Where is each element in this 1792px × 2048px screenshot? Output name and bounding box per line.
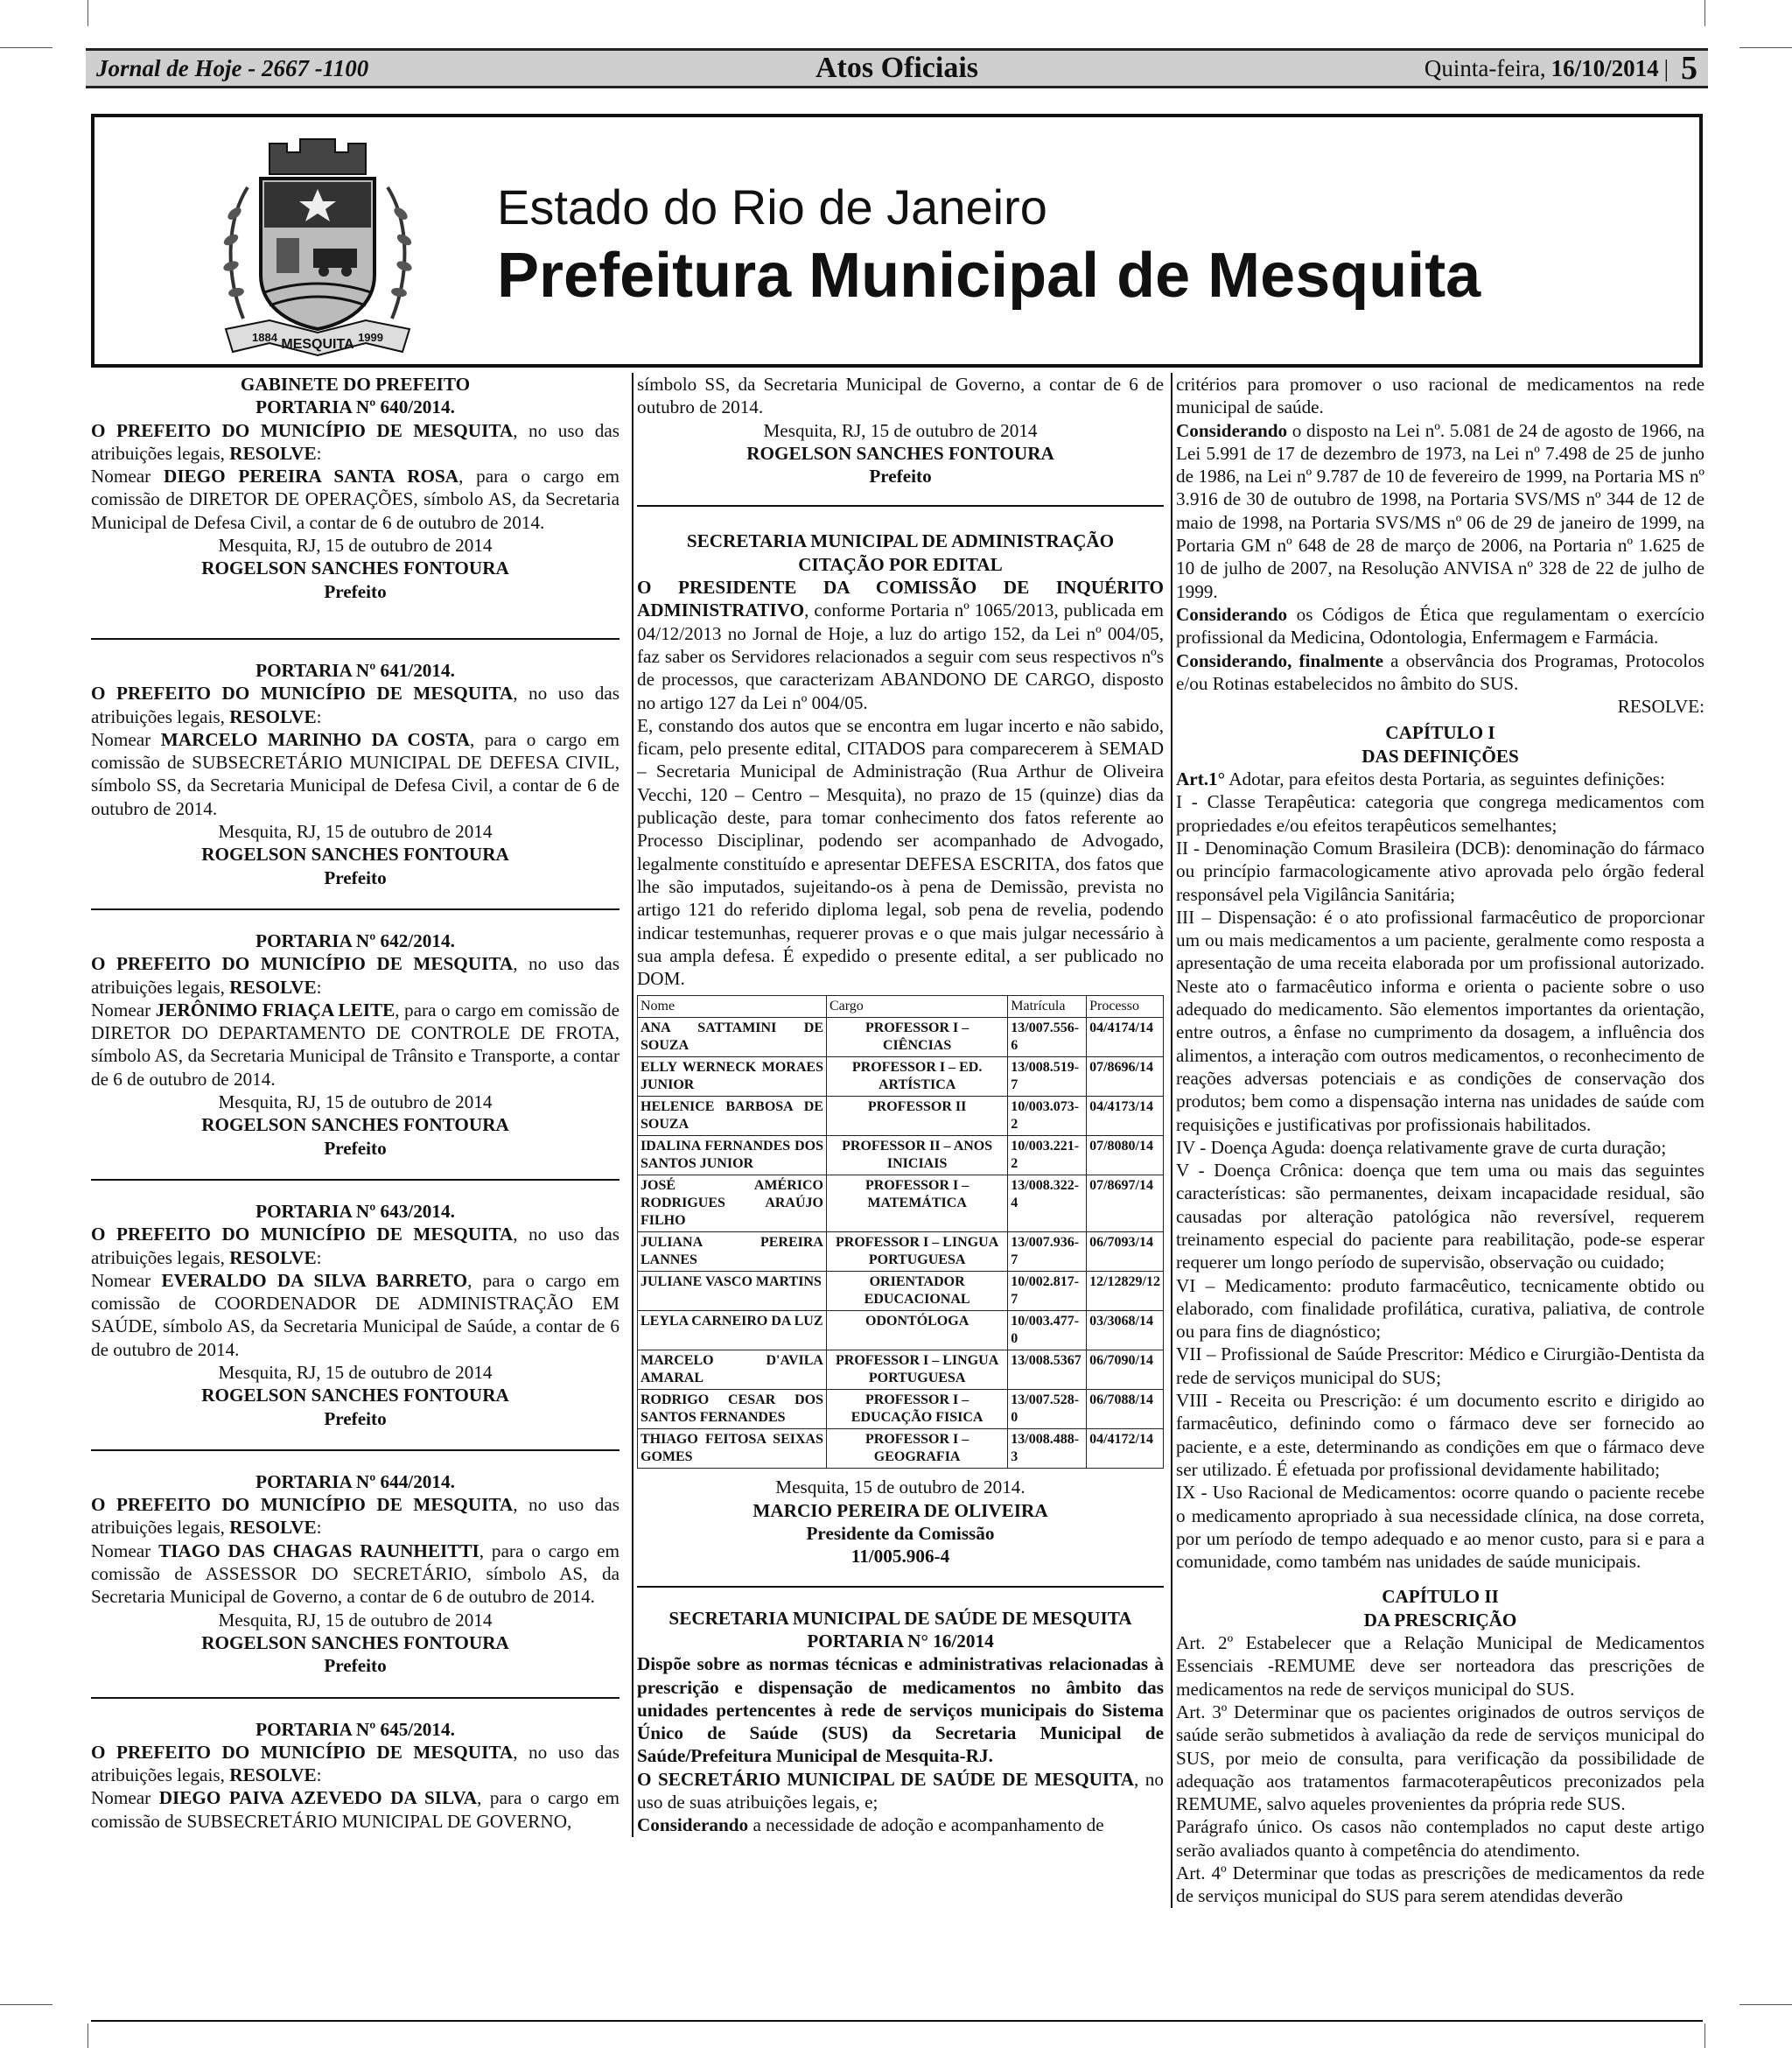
portaria-642 (91, 929, 620, 1160)
body-text: , para o cargo em comissão de ASSESSOR DO SECRETÁRIO, símbolo AS, da Secretaria Municipal de Governo, a contar de 6 de outubro de 2014. (91, 1540, 620, 1608)
cell-nome: ANA SATTAMINI DE SOUZA (638, 1018, 827, 1057)
newspaper-name: Jornal de Hoje - 2667 -1100 (96, 54, 369, 81)
cell-cargo: ODONTÓLOGA (826, 1311, 1007, 1350)
cell-nome: JULIANE VASCO MARTINS (638, 1272, 827, 1311)
cell-processo: 03/3068/14 (1087, 1311, 1164, 1350)
resolve: RESOLVE (229, 1517, 317, 1539)
signer-role: Prefeito (324, 1655, 387, 1677)
resolve: RESOLVE (229, 705, 317, 727)
bottom-rule (91, 2020, 1703, 2022)
banner (91, 114, 1703, 368)
considerando-rest: a necessidade de adoção e acompanhamento de (748, 1814, 1104, 1836)
portaria-intro (91, 1741, 620, 1787)
divider (91, 1449, 620, 1451)
definitions-list (1176, 790, 1704, 1573)
intro-bold: O PRESIDENTE DA COMISSÃO DE INQUÉRITO ADMINISTRATIVO (637, 577, 1164, 621)
intro-bold: O PREFEITO DO MUNICÍPIO DE MESQUITA (91, 1224, 514, 1245)
adm-signer: MARCIO PEREIRA DE OLIVEIRA (752, 1499, 1048, 1521)
portaria-intro (91, 952, 620, 999)
column-2 (632, 373, 1164, 1837)
divider (91, 1697, 620, 1699)
portaria-body (91, 465, 620, 534)
colon: : (316, 705, 322, 727)
portaria-intro (91, 1223, 620, 1269)
considerando-2 (1176, 419, 1704, 603)
definition-item: III – Dispensação: é o ato profissional farmacêutico de proporcionar um ou mais medicamentos a um paciente, geralmente como resposta a apresentação de uma receita elaborada por um profissional autorizado. Neste ato o farmacêutico informa e orienta o paciente sobre o uso adequado do medicamento. São elementos importantes da orientação, entre outros, a ênfase no cumprimento da dosagem, a influência dos alimentos, a interação com outros medicamentos, o reconhecimento de reações adversas potenciais e as condições de conservação dos produtos; bem como a dispensação interna nas unidades de saúde com requisições e justificativas por profissionais habilitados. (1176, 906, 1704, 1135)
adm-subtitle: CITAÇÃO POR EDITAL (798, 553, 1003, 575)
adm-section-title: SECRETARIA MUNICIPAL DE ADMINISTRAÇÃO (686, 530, 1115, 552)
intro-rest: , no uso de suas atribuições legais, e; (637, 1768, 1164, 1813)
portaria-640 (91, 373, 620, 603)
portaria-641 (91, 659, 620, 889)
intro-rest: , no uso das atribuições legais, (91, 1741, 620, 1786)
portaria-body (91, 1540, 620, 1609)
intro-rest: , no uso das atribuições legais, (91, 683, 620, 727)
portaria-intro (91, 419, 620, 466)
cell-cargo: PROFESSOR I – LINGUA PORTUGUESA (826, 1232, 1007, 1272)
table-row (638, 1390, 1164, 1429)
table-header-row (638, 996, 1164, 1018)
intro-bold: O PREFEITO DO MUNICÍPIO DE MESQUITA (91, 419, 514, 441)
definition-item: VI – Medicamento: produto farmacêutico, tecnicamente obtido ou elaborado, com finalidade profilática, curativa, paliativa, de controle ou para fins de diagnóstico; (1176, 1274, 1704, 1343)
table-row (638, 1057, 1164, 1097)
cell-nome: HELENICE BARBOSA DE SOUZA (638, 1097, 827, 1136)
intro-rest: , no uso das atribuições legais, (91, 1494, 620, 1539)
nomear: Nomear (91, 1787, 151, 1809)
portaria-title: PORTARIA Nº 643/2014. (256, 1200, 455, 1222)
resolve: RESOLVE: (1617, 696, 1704, 718)
appointee-name: MARCELO MARINHO DA COSTA (160, 728, 470, 750)
colon: : (316, 442, 322, 464)
date: 16/10/2014 (1550, 54, 1659, 81)
divider (637, 1586, 1164, 1588)
place-date: Mesquita, RJ, 15 de outubro de 2014 (763, 419, 1038, 441)
state-title: Estado do Rio de Janeiro (497, 179, 1047, 235)
col-header-cargo: Cargo (826, 996, 1007, 1018)
crop-mark (1740, 47, 1792, 48)
cell-nome: LEYLA CARNEIRO DA LUZ (638, 1311, 827, 1350)
intro-bold: O SECRETÁRIO MUNICIPAL DE SAÚDE DE MESQUITA (637, 1768, 1135, 1790)
cell-matricula: 10/003.221-2 (1008, 1136, 1087, 1175)
newspaper-header-bar (86, 48, 1708, 88)
cell-nome: ELLY WERNECK MORAES JUNIOR (638, 1057, 827, 1097)
appointee-name: EVERALDO DA SILVA BARRETO (161, 1269, 468, 1291)
portaria-body (91, 1269, 620, 1361)
appointee-name: JERÔNIMO FRIAÇA LEITE (155, 999, 396, 1020)
cell-matricula: 10/003.073-2 (1008, 1097, 1087, 1136)
separator: | (1663, 54, 1669, 81)
place-date: Mesquita, RJ, 15 de outubro de 2014 (218, 1091, 493, 1113)
definition-item: V - Doença Crônica: doença que tem uma ou mais das seguintes características: são permanentes, deixam incapacidade residual, são causadas por alteração patológica não reversível, requerem treinamento especial do paciente para reabilitação, pode-se esperar requerer um longo período de supervisão, observação ou cuidado; (1176, 1160, 1704, 1273)
signer-name: ROGELSON SANCHES FONTOURA (201, 844, 509, 866)
portaria-intro (91, 1493, 620, 1540)
table-row (638, 1097, 1164, 1136)
cell-processo: 04/4174/14 (1087, 1018, 1164, 1057)
divider (91, 908, 620, 910)
divider (637, 505, 1164, 507)
table-body (638, 1018, 1164, 1469)
table-row (638, 1311, 1164, 1350)
portaria-title: PORTARIA Nº 642/2014. (256, 929, 455, 951)
cell-matricula: 13/008.488-3 (1008, 1429, 1087, 1469)
colon: : (316, 976, 322, 998)
adm-paragraph: E, constando dos autos que se encontra em lugar incerto e não sabido, ficam, pelo presente edital, CITADOS para comparecerem à SEMAD – Secretaria Municipal de Administração (Rua Arthur de Oliveira Vecchi, 120 – Centro – Mesquita), no prazo de 15 (quinze) dias da publicação deste, para tomar conhecimento dos fatos referente ao Processo Disciplinar, podendo ser acompanhado de Advogado, legalmente constituído e apresentar DEFESA ESCRITA, dos fatos que lhe são imputados, sujeitando-os à pena de Demissão, prevista no artigo 121 do referido diploma legal, sob pena de revelia, podendo indicar testemunhas, requerer provas e o que mais julgar necessário à sua ampla defesa. É expedido o presente edital, a ser publicado no DOM. (637, 714, 1164, 990)
column-2-content (634, 373, 1164, 1837)
place-date: Mesquita, RJ, 15 de outubro de 2014 (218, 821, 493, 843)
saude-intro (637, 1768, 1164, 1814)
body-text: , para o cargo em comissão de SUBSECRETÁRIO MUNICIPAL DE DEFESA CIVIL, símbolo SS, da Secretaria Municipal de Defesa Civil, a contar de 6 de outubro de 2014. (91, 728, 620, 819)
portaria-title: PORTARIA Nº 640/2014. (256, 396, 455, 418)
paragraph: critérios para promover o uso racional de medicamentos na rede municipal de saúde. (1176, 374, 1704, 418)
portaria-body (91, 999, 620, 1091)
nomear: Nomear (91, 1540, 151, 1561)
portaria-645 (91, 1718, 620, 1833)
place-date: Mesquita, RJ, 15 de outubro de 2014 (218, 535, 493, 557)
crop-mark (0, 2004, 52, 2005)
body-text: , para o cargo em comissão de SUBSECRETÁRIO MUNICIPAL DE GOVERNO, (91, 1787, 620, 1832)
cell-matricula: 10/002.817-7 (1008, 1272, 1087, 1311)
intro-bold: O PREFEITO DO MUNICÍPIO DE MESQUITA (91, 1494, 514, 1516)
saude-ementa: Dispõe sobre as normas técnicas e administrativas relacionadas à prescrição e dispensação de medicamentos no âmbito das unidades pertencentes à rede de serviços municipais do Sistema Único de Saúde (SUS) da Secretaria Municipal de Saúde/Prefeitura Municipal de Mesquita-RJ. (637, 1653, 1164, 1767)
article-1 (1176, 768, 1704, 790)
cell-nome: RODRIGO CESAR DOS SANTOS FERNANDES (638, 1390, 827, 1429)
portaria-644 (91, 1470, 620, 1678)
considerando-bold: Considerando (1176, 419, 1288, 441)
cell-processo: 07/8697/14 (1087, 1175, 1164, 1232)
crop-mark (1740, 2004, 1792, 2005)
col-header-matricula: Matrícula (1008, 996, 1087, 1018)
article-item: Art. 2º Estabelecer que a Relação Municipal de Medicamentos Essenciais -REMUME deve ser norteadora das prescrições de medicamentos na rede de serviços municipal do SUS. (1176, 1632, 1704, 1700)
chapter-title: DA PRESCRIÇÃO (1363, 1609, 1517, 1631)
table-row (638, 1232, 1164, 1272)
cell-processo: 07/8080/14 (1087, 1136, 1164, 1175)
colon: : (316, 1517, 322, 1539)
body-text: , para o cargo em comissão de COORDENADOR DE ADMINISTRAÇÃO EM SAÚDE, símbolo AS, da Secretaria Municipal de Saúde, a contar de 6 de outubro de 2014. (91, 1269, 620, 1360)
issue-date (1424, 49, 1698, 88)
portaria-643 (91, 1200, 620, 1430)
table-row (638, 1350, 1164, 1390)
signer-name: ROGELSON SANCHES FONTOURA (201, 558, 509, 579)
definition-item: II - Denominação Comum Brasileira (DCB): denominação do fármaco ou princípio farmacologicamente ativo aprovada pelo órgão federal responsável pela Vigilância Sanitária; (1176, 837, 1704, 905)
place-date: Mesquita, RJ, 15 de outubro de 2014 (218, 1361, 493, 1383)
cell-matricula: 13/008.5367 (1008, 1350, 1087, 1390)
cell-cargo: PROFESSOR II (826, 1097, 1007, 1136)
cell-processo: 12/12829/12 (1087, 1272, 1164, 1311)
intro-bold: O PREFEITO DO MUNICÍPIO DE MESQUITA (91, 1741, 514, 1763)
divider (91, 1179, 620, 1181)
definition-item: VII – Profissional de Saúde Prescritor: Médico e Cirurgião-Dentista da rede de serviços municipal do SUS; (1176, 1343, 1704, 1388)
definition-item: I - Classe Terapêutica: categoria que congrega medicamentos com propriedades e/ou efeitos terapêuticos semelhantes; (1176, 791, 1704, 836)
crest-year-right: 1999 (358, 331, 383, 344)
signer-name: ROGELSON SANCHES FONTOURA (201, 1114, 509, 1136)
crop-mark (0, 47, 52, 48)
cell-cargo: PROFESSOR I – ED. ARTÍSTICA (826, 1057, 1007, 1097)
article-number: Art.1° (1176, 768, 1226, 790)
servers-table (637, 995, 1164, 1469)
cell-matricula: 13/007.556-6 (1008, 1018, 1087, 1057)
col-header-nome: Nome (638, 996, 827, 1018)
cell-nome: THIAGO FEITOSA SEIXAS GOMES (638, 1429, 827, 1469)
colon: : (316, 1764, 322, 1786)
signer-role: Prefeito (324, 1407, 387, 1429)
adm-registration: 11/005.906-4 (850, 1546, 950, 1568)
definition-item: IX - Uso Racional de Medicamentos: ocorre quando o paciente recebe o medicamento apropriado à sua necessidade clínica, na dose correta, por um período de tempo adequado e ao menor custo, para si e para a comunidade, como também nas unidades de saúde municipais. (1176, 1482, 1704, 1573)
cell-cargo: PROFESSOR I – MATEMÁTICA (826, 1175, 1007, 1232)
signer-role: Prefeito (324, 580, 387, 602)
saude-section-title: SECRETARIA MUNICIPAL DE SAÚDE DE MESQUITA (668, 1607, 1132, 1629)
cell-matricula: 13/007.528-0 (1008, 1390, 1087, 1429)
definition-item: IV - Doença Aguda: doença relativamente grave de curta duração; (1176, 1136, 1667, 1158)
cell-cargo: PROFESSOR I – CIÊNCIAS (826, 1018, 1007, 1057)
signer-role: Prefeito (324, 866, 387, 888)
portaria-title: PORTARIA Nº 644/2014. (256, 1470, 455, 1492)
weekday: Quinta-feira, (1424, 54, 1546, 81)
place-date: Mesquita, RJ, 15 de outubro de 2014 (218, 1609, 493, 1631)
portaria-title: PORTARIA Nº 641/2014. (256, 659, 455, 681)
table-row (638, 1175, 1164, 1232)
portaria-body (91, 728, 620, 820)
crest-name: MESQUITA (281, 337, 354, 352)
chapter-heading: CAPÍTULO II (1382, 1586, 1499, 1608)
considerando-rest: a observância dos Programas, Protocolos e/ou Rotinas estabelecidos no âmbito do SUS. (1176, 649, 1704, 694)
table-row (638, 1429, 1164, 1469)
portaria-intro (91, 682, 620, 728)
cell-cargo: PROFESSOR I – EDUCAÇÃO FISICA (826, 1390, 1007, 1429)
considerando-rest: os Códigos de Ética que regulamentam o exercício profissional da Medicina, Odontologia, Enfermagem e Farmácia. (1176, 603, 1704, 649)
considerando-bold: Considerando, finalmente (1176, 649, 1384, 671)
considerando-3 (1176, 603, 1704, 649)
portaria-title: PORTARIA Nº 645/2014. (256, 1718, 455, 1740)
saude-portaria-title: PORTARIA N° 16/2014 (807, 1630, 994, 1652)
cell-matricula: 13/008.519-7 (1008, 1057, 1087, 1097)
cell-cargo: ORIENTADOR EDUCACIONAL (826, 1272, 1007, 1311)
cell-nome: IDALINA FERNANDES DOS SANTOS JUNIOR (638, 1136, 827, 1175)
nomear: Nomear (91, 466, 151, 487)
intro-rest: , no uso das atribuições legais, (91, 419, 620, 464)
crop-mark (1704, 2023, 1705, 2048)
body-text: , para o cargo em comissão de DIRETOR DE OPERAÇÕES, símbolo AS, da Secretaria Municipal de Defesa Civil, a contar de 6 de outubro de 2014. (91, 466, 620, 533)
signer-role: Prefeito (869, 466, 932, 487)
table-row (638, 1136, 1164, 1175)
appointee-name: TIAGO DAS CHAGAS RAUNHEITTI (158, 1540, 480, 1561)
article-item: Art. 3º Determinar que os pacientes originados de outros serviços de saúde serão submetidos à avaliação da rede de serviços municipal do SUS, por meio de consulta, para verificação da possibilidade de adequação aos tratamentos farmacoterapêuticos preconizados pela REMUME, salvo aqueles provenientes da própria rede SUS. (1176, 1701, 1704, 1815)
considerando-bold: Considerando (637, 1814, 749, 1836)
portaria-body (91, 1786, 620, 1833)
cell-matricula: 13/008.322-4 (1008, 1175, 1087, 1232)
col-header-processo: Processo (1087, 996, 1164, 1018)
resolve: RESOLVE (229, 1246, 317, 1268)
body-text: , para o cargo em comissão de DIRETOR DO DEPARTAMENTO DE CONTROLE DE FROTA, símbolo AS, da Secretaria Municipal de Trânsito e Transporte, a contar de 6 de outubro de 2014. (91, 999, 620, 1090)
signer-name: ROGELSON SANCHES FONTOURA (746, 442, 1054, 464)
cell-processo: 04/4173/14 (1087, 1097, 1164, 1136)
table-row (638, 1272, 1164, 1311)
chapter-title: DAS DEFINIÇÕES (1362, 745, 1519, 767)
nomear: Nomear (91, 728, 151, 750)
intro-bold: O PREFEITO DO MUNICÍPIO DE MESQUITA (91, 683, 514, 705)
cell-nome: MARCELO D'AVILA AMARAL (638, 1350, 827, 1390)
cell-nome: JOSÉ AMÉRICO RODRIGUES ARAÚJO FILHO (638, 1175, 827, 1232)
definition-item: VIII - Receita ou Prescrição: é um documento escrito e dirigido ao farmacêutico, definindo como o fármaco deve ser fornecido ao paciente, e a este, determinando as condições em que o fármaco deve ser utilizado. É efetuada por profissional devidamente habilitado; (1176, 1390, 1704, 1480)
column-1 (91, 373, 620, 1833)
adm-intro (637, 576, 1164, 714)
cell-processo: 06/7093/14 (1087, 1232, 1164, 1272)
adm-role: Presidente da Comissão (806, 1523, 995, 1545)
articles-list (1176, 1631, 1704, 1908)
intro-rest: , no uso das atribuições legais, (91, 953, 620, 998)
municipal-crest-icon (208, 126, 427, 362)
cell-cargo: PROFESSOR II – ANOS INICIAIS (826, 1136, 1007, 1175)
article-item: Parágrafo único. Os casos não contemplados no caput deste artigo serão avaliados quanto à competência do atendimento. (1176, 1816, 1704, 1861)
intro-rest: , no uso das atribuições legais, (91, 1224, 620, 1268)
cell-nome: JULIANA PEREIRA LANNES (638, 1232, 827, 1272)
appointee-name: DIEGO PEREIRA SANTA ROSA (164, 466, 459, 487)
column-3-content (1172, 373, 1704, 1908)
cell-processo: 06/7090/14 (1087, 1350, 1164, 1390)
article-text: Adotar, para efeitos desta Portaria, as seguintes definições: (1225, 768, 1665, 790)
cell-processo: 04/4172/14 (1087, 1429, 1164, 1469)
section-heading: GABINETE DO PREFEITO (240, 374, 471, 395)
cell-matricula: 13/007.936-7 (1008, 1232, 1087, 1272)
table-row (638, 1018, 1164, 1057)
resolve: RESOLVE (229, 976, 317, 998)
cell-cargo: PROFESSOR I – LINGUA PORTUGUESA (826, 1350, 1007, 1390)
column-3 (1171, 373, 1704, 1908)
chapter-heading: CAPÍTULO I (1385, 722, 1495, 744)
saude-considerando (637, 1813, 1164, 1836)
prefeitura-title: Prefeitura Municipal de Mesquita (497, 241, 1481, 311)
article-item: Art. 4º Determinar que todas as prescrições de medicamentos da rede de serviços municipal do SUS para serem atendidas deverão (1176, 1862, 1704, 1907)
intro-bold: O PREFEITO DO MUNICÍPIO DE MESQUITA (91, 953, 514, 975)
crop-mark (1704, 0, 1705, 26)
page-number: 5 (1681, 50, 1698, 87)
resolve: RESOLVE (229, 442, 317, 464)
cell-matricula: 10/003.477-0 (1008, 1311, 1087, 1350)
intro-rest: , conforme Portaria nº 1065/2013, publicada em 04/12/2013 no Jornal de Hoje, a luz do artigo 152, da Lei nº 004/05, faz saber os Servidores relacionados a seguir com seus respectivos nºs de processos, que caracterizam ABANDONO DE CARGO, disposto no artigo 127 da Lei nº 004/05. (637, 600, 1164, 713)
considerando-rest: o disposto na Lei nº. 5.081 de 24 de agosto de 1966, na Lei 5.991 de 17 de dezembro de 1973, na Lei nº 7.498 de 25 de junho de 1986, na Lei nº 9.787 de 10 de fevereiro de 1999, na Portaria MS nº 3.916 de 30 de outubro de 1998, na Portaria SVS/MS nº 344 de 12 de maio de 1998, na Portaria SVS/MS nº 06 de 29 de janeiro de 1999, na Portaria GM nº 648 de 28 de março de 2006, na Portaria nº 1.625 de 10 de julho de 2007, na Resolução ANVISA nº 328 de 22 de julho de 1999. (1176, 419, 1704, 602)
appointee-name: DIEGO PAIVA AZEVEDO DA SILVA (158, 1787, 478, 1809)
signer-role: Prefeito (324, 1137, 387, 1159)
cell-processo: 07/8696/14 (1087, 1057, 1164, 1097)
nomear: Nomear (91, 999, 151, 1020)
resolve: RESOLVE (229, 1764, 317, 1786)
colon: : (316, 1246, 322, 1268)
section-title: Atos Oficiais (815, 52, 979, 84)
signer-name: ROGELSON SANCHES FONTOURA (201, 1385, 509, 1406)
continuation-body: símbolo SS, da Secretaria Municipal de Governo, a contar de 6 de outubro de 2014. (637, 374, 1164, 418)
crest-year-left: 1884 (252, 331, 277, 344)
divider (91, 638, 620, 640)
considerando-bold: Considerando (1176, 603, 1288, 625)
adm-place-date: Mesquita, 15 de outubro de 2014. (775, 1476, 1026, 1498)
nomear: Nomear (91, 1269, 151, 1291)
considerando-4 (1176, 649, 1704, 696)
signer-name: ROGELSON SANCHES FONTOURA (201, 1631, 509, 1653)
cell-processo: 06/7088/14 (1087, 1390, 1164, 1429)
cell-cargo: PROFESSOR I – GEOGRAFIA (826, 1429, 1007, 1469)
